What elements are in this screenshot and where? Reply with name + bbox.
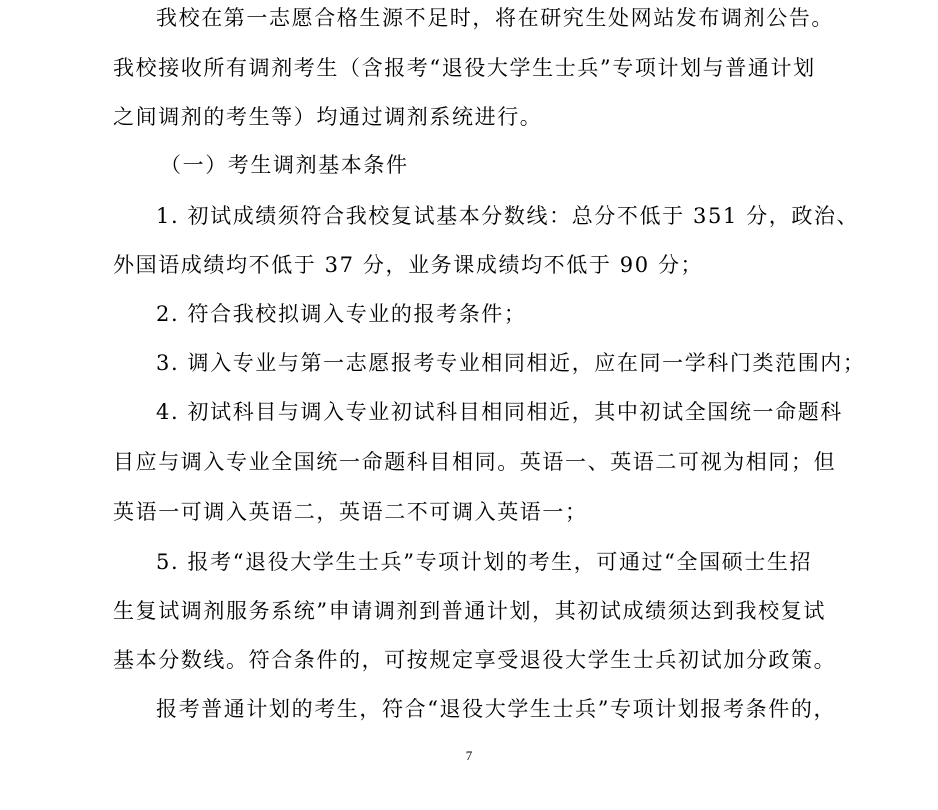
- list-item-line: 1. 初试成绩须符合我校复试基本分数线：总分不低于 351 分，政治、: [156, 204, 860, 228]
- list-item-line: 英语一可调入英语二，英语二不可调入英语一；: [113, 500, 588, 524]
- list-item-line: 目应与调入专业全国统一命题科目相同。英语一、英语二可视为相同；但: [113, 450, 837, 474]
- list-item-line: 生复试调剂服务系统”申请调剂到普通计划，其初试成绩须达到我校复试: [113, 599, 826, 623]
- list-item-line: 基本分数线。符合条件的，可按规定享受退役大学生士兵初试加分政策。: [113, 648, 837, 672]
- list-item-line: 2. 符合我校拟调入专业的报考条件；: [156, 302, 527, 326]
- list-item-line: 外国语成绩均不低于 37 分，业务课成绩均不低于 90 分；: [113, 253, 704, 277]
- page-number: 7: [465, 748, 473, 763]
- list-item-line: 3. 调入专业与第一志愿报考专业相同相近，应在同一学科门类范围内；: [156, 351, 866, 375]
- list-item-line: 5. 报考“退役大学生士兵”专项计划的考生，可通过“全国硕士生招: [156, 550, 813, 574]
- paragraph-line: 报考普通计划的考生，符合“退役大学生士兵”专项计划报考条件的，: [156, 697, 837, 721]
- section-heading: （一）考生调剂基本条件: [160, 153, 409, 177]
- paragraph-line: 之间调剂的考生等）均通过调剂系统进行。: [113, 105, 543, 129]
- list-item-line: 4. 初试科目与调入专业初试科目相同相近，其中初试全国统一命题科: [156, 400, 843, 424]
- paragraph-line: 我校接收所有调剂考生（含报考“退役大学生士兵”专项计划与普通计划: [113, 56, 816, 80]
- paragraph-line: 我校在第一志愿合格生源不足时，将在研究生处网站发布调剂公告。: [156, 6, 834, 30]
